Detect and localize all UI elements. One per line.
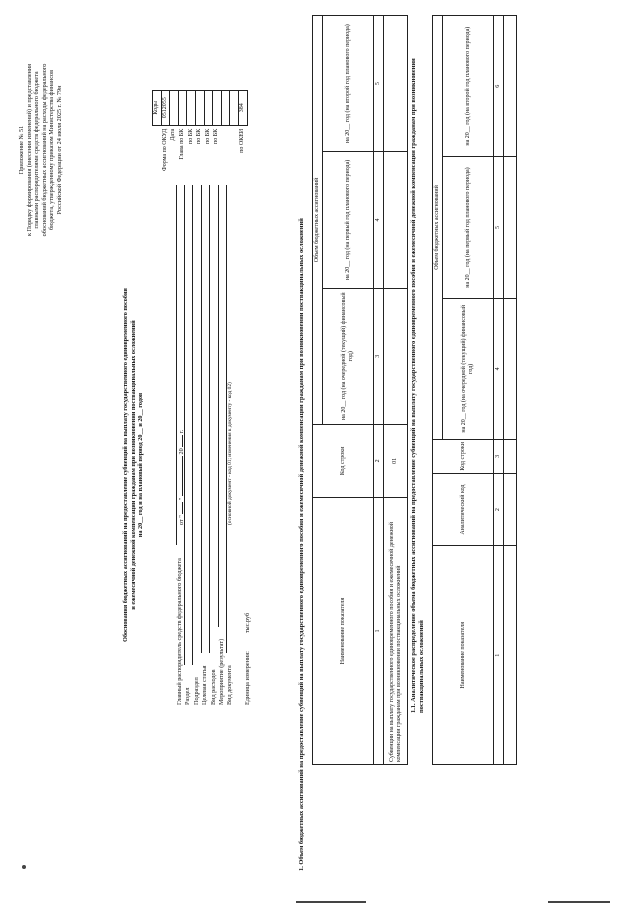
date-quote: " — [178, 497, 185, 501]
field-label: Мероприятие (результат) — [217, 638, 225, 705]
s11-cell[interactable] — [504, 298, 517, 439]
s1-col-y3: на 20__ год (на второй год планового периода) — [323, 16, 374, 152]
title-line: и ежемесячной денежной компенсации гражданам при возникновении поствакцинальных осложнений — [129, 320, 137, 610]
title-line: Обоснования бюджетных ассигнований на предоставление субвенций на выплату государственного единовременного пособия — [122, 288, 129, 642]
appendix-line: Российской Федерации от 24 июля 2025 г. № 79н — [55, 85, 63, 215]
section1-heading: 1. Объем бюджетных ассигнований на предоставление субвенций на выплату государственного единовременного пособия и ежемесячной денежной компенсации гражданам при возникновении поствакцинальных осложнений — [298, 218, 305, 871]
s11-cell[interactable] — [504, 439, 517, 473]
s1-col-code: Код строки — [313, 424, 374, 497]
field-row — [193, 185, 209, 705]
s1-num: 4 — [374, 152, 384, 288]
codes-label: Глава по БК — [178, 128, 185, 160]
units-row — [236, 185, 251, 705]
codes-label: Форма по ОКУД — [161, 128, 168, 171]
s11-cell[interactable] — [504, 546, 517, 765]
s1-num: 3 — [374, 288, 384, 424]
s11-num: 5 — [494, 157, 504, 298]
codes-value — [230, 90, 239, 125]
section11-heading-text: 1.1. Аналитическое распределение объема бюджетных ассигнований на предоставление субвенций на выплату государственного единовременного пособия и ежемесячной денежной компенсации гражданам при возникновении поствакцинальных осложнений — [410, 58, 425, 713]
units-value: тыс.руб — [243, 612, 251, 634]
codes-label — [230, 125, 239, 174]
field-label: Вид документа — [226, 665, 234, 705]
s11-col-analytic: Аналитический код — [433, 473, 494, 546]
s11-col-code: Код строки — [433, 439, 494, 473]
s11-col-y2: на 20__ год (на первый год планового периода) — [443, 157, 494, 298]
codes-label: по ОКЕИ — [239, 128, 246, 153]
s1-cell[interactable] — [384, 288, 408, 424]
date-year: 20 — [178, 448, 185, 455]
codes-label — [221, 125, 230, 174]
s11-cell[interactable] — [504, 16, 517, 157]
codes-label: по БК — [204, 128, 211, 144]
codes-value — [204, 90, 213, 125]
s1-num: 2 — [374, 424, 384, 497]
s11-num: 3 — [494, 439, 504, 473]
field-label: Раздел — [184, 687, 192, 705]
s1-data-row — [384, 16, 408, 765]
field-label: Вид расходов — [209, 669, 217, 705]
document-title — [122, 115, 145, 815]
s11-col-name: Наименование показателя — [433, 546, 494, 765]
s1-col-y1: на 20__ год (на очередной (текущий) финансовый год) — [323, 288, 374, 424]
s11-num: 2 — [494, 473, 504, 546]
codes-value — [178, 90, 187, 125]
scan-dot — [22, 865, 26, 869]
s1-col-volume: Объем бюджетных ассигнований — [313, 16, 323, 425]
field-label: Целевая статья — [201, 665, 209, 705]
codes-label: по БК — [187, 128, 194, 144]
codes-value — [213, 90, 222, 125]
section11-heading — [410, 23, 425, 713]
appendix-line: обоснований бюджетных ассигнований на расходы федерального — [40, 63, 48, 237]
s1-row-name: Субвенции на выплату государственного единовременного пособия и ежемесячной денежной компенсации гражданам при возникновении поствакцинальных осложнений — [384, 497, 408, 764]
field-row — [176, 185, 192, 705]
field-row — [202, 185, 217, 705]
field-row — [210, 185, 225, 705]
field-label: Подраздел — [192, 677, 200, 705]
s11-cell[interactable] — [504, 473, 517, 546]
field-row — [185, 185, 200, 705]
s11-num: 4 — [494, 298, 504, 439]
codes-value — [195, 90, 204, 125]
codes-table — [152, 90, 248, 174]
s11-col-volume: Объем бюджетных ассигнований — [433, 16, 443, 440]
date-from: от " — [178, 515, 185, 525]
s1-col-y2: на 20__ год (на первый год планового периода) — [323, 152, 374, 288]
codes-value — [187, 90, 196, 125]
appendix-line: бюджета, утвержденному приказом Министерства финансов — [48, 70, 56, 230]
codes-value — [221, 90, 230, 125]
field-hint-row — [227, 185, 236, 705]
s1-num: 5 — [374, 16, 384, 152]
codes-label: по БК — [213, 128, 220, 144]
s1-col-name: Наименование показателя — [313, 497, 374, 764]
s11-num: 1 — [494, 546, 504, 765]
s11-col-y1: на 20__ год (на очередной (текущий) финансовый год) — [443, 298, 494, 439]
appendix-block — [18, 15, 64, 285]
appendix-line: Приложение № 51 — [18, 125, 25, 175]
header-fields — [168, 185, 251, 705]
scan-mark — [296, 902, 366, 904]
codes-header: Коды — [153, 90, 162, 125]
s11-col-y3: на 20__ год (на второй год планового периода) — [443, 16, 494, 157]
field-label: Главный распорядитель средств федерального бюджета — [176, 558, 183, 705]
scan-mark — [548, 902, 610, 904]
codes-value: 384 — [238, 90, 247, 125]
s11-cell[interactable] — [504, 157, 517, 298]
s1-cell[interactable] — [384, 152, 408, 288]
section11-table — [432, 15, 517, 765]
doc-type-hint: (основной документ - код 01; изменения к документу - код 02) — [226, 382, 233, 525]
units-label: Единица измерения: — [243, 651, 251, 705]
s1-num: 1 — [374, 497, 384, 764]
date-suffix: г. — [178, 429, 185, 434]
s11-data-row — [504, 16, 517, 765]
appendix-line: к Порядку формирования (внесения изменений) и представления — [25, 63, 33, 237]
codes-value — [170, 90, 179, 125]
s1-cell[interactable] — [384, 16, 408, 152]
section1-table — [312, 15, 408, 765]
codes-value: 0512055 — [161, 90, 170, 125]
codes-label: по БК — [196, 128, 203, 144]
codes-label: Дата — [170, 128, 177, 141]
title-line: на 20__ год и на плановый период 20__ и 20__ годов — [137, 392, 145, 538]
s1-row-code: 01 — [384, 424, 408, 497]
appendix-line: главными распорядителями средств федерального бюджета — [33, 71, 41, 229]
s11-num: 6 — [494, 16, 504, 157]
